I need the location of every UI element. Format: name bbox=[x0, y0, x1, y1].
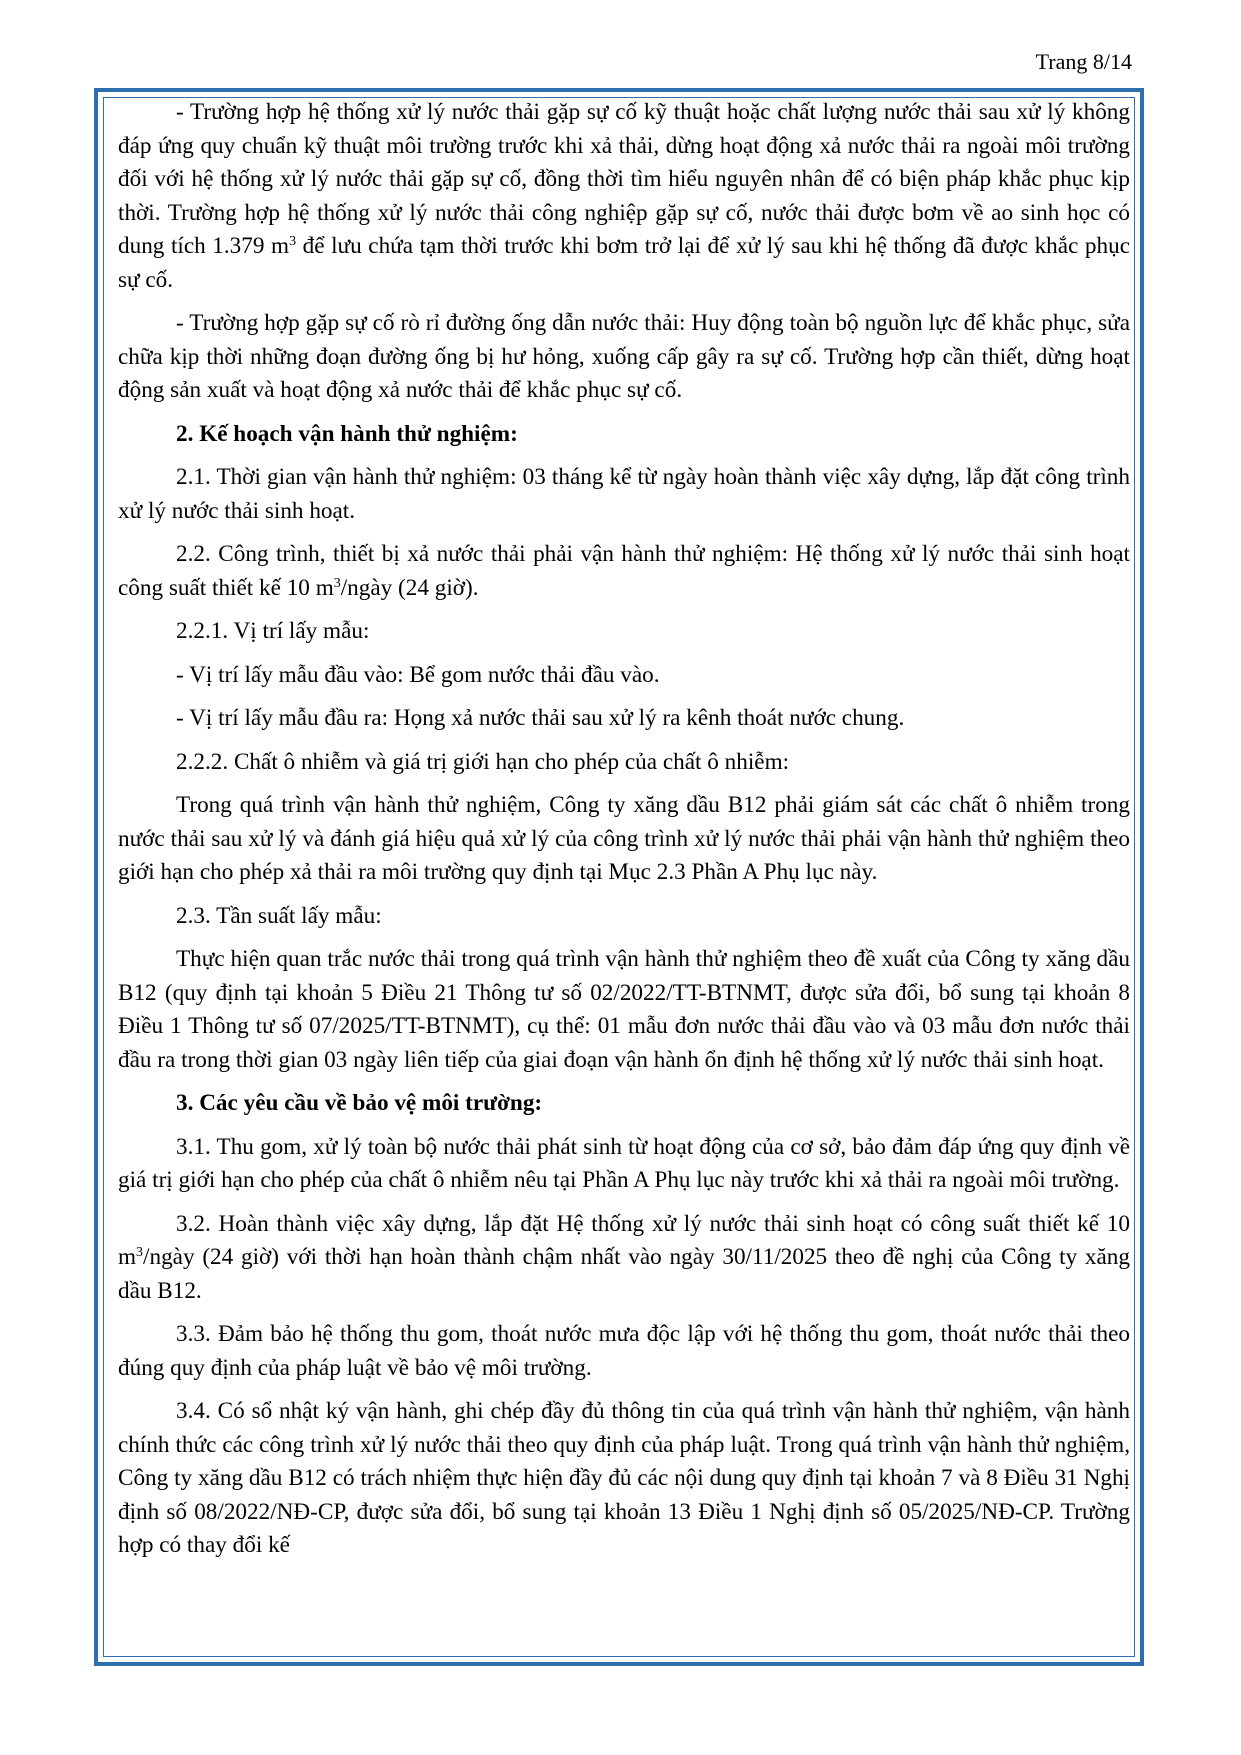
page-number: Trang 8/14 bbox=[1035, 49, 1132, 74]
section-heading-env-requirements: 3. Các yêu cầu về bảo vệ môi trường: bbox=[176, 1090, 543, 1116]
paragraph-3-1: 3.1. Thu gom, xử lý toàn bộ nước thải phát sinh từ hoạt động của cơ sở, bảo đảm đáp ứng quy định về giá trị giới hạn cho phép của chất ô nhiễm nêu tại Phần A Phụ lục này trước khi xả thải ra ngoài môi trường. bbox=[118, 1133, 1130, 1193]
paragraph-frequency: Thực hiện quan trắc nước thải trong quá trình vận hành thử nghiệm theo đề xuất của Công ty xăng dầu B12 (quy định tại khoản 5 Điều 21 Thông tư số 02/2022/TT-BTNMT, được sửa đổi, bổ sung tại khoản 8 Điều 1 Thông tư số 07/2025/TT-BTNMT), cụ thể: 01 mẫu đơn nước thải đầu vào và 03 mẫu đơn nước thải đầu ra trong thời gian 03 ngày liên tiếp của giai đoạn vận hành ổn định hệ thống xử lý nước thải sinh hoạt. bbox=[118, 946, 1130, 1073]
paragraph-pipe-leak: - Trường hợp gặp sự cố rò rỉ đường ống dẫn nước thải: Huy động toàn bộ nguồn lực để khắc phục, sửa chữa kịp thời những đoạn đường ống bị hư hỏng, xuống cấp gây ra sự cố. Trường hợp cần thiết, dừng hoạt động sản xuất và hoạt động xả nước thải để khắc phục sự cố. bbox=[118, 310, 1130, 403]
paragraph-sample-input: - Vị trí lấy mẫu đầu vào: Bể gom nước thải đầu vào. bbox=[176, 661, 660, 688]
paragraph-3-4: 3.4. Có sổ nhật ký vận hành, ghi chép đầy đủ thông tin của quá trình vận hành thử nghiệm, vận hành chính thức các công trình xử lý nước thải theo quy định của pháp luật. Trong quá trình vận hành thử nghiệm, Công ty xăng dầu B12 có trách nhiệm thực hiện đầy đủ các nội dung quy định tại khoản 7 và 8 Điều 31 Nghị định số 08/2022/NĐ-CP, được sửa đổi, bổ sung tại khoản 13 Điều 1 Nghị định số 05/2025/NĐ-CP. Trường hợp có thay đổi kế bbox=[118, 1398, 1130, 1558]
paragraph-monitoring: Trong quá trình vận hành thử nghiệm, Công ty xăng dầu B12 phải giám sát các chất ô nhiễm trong nước thải sau xử lý và đánh giá hiệu quả xử lý của công trình xử lý nước thải phải vận hành thử nghiệm theo giới hạn cho phép xả thải ra môi trường quy định tại Mục 2.3 Phần A Phụ lục này. bbox=[118, 792, 1130, 885]
section-heading-trial-plan: 2. Kế hoạch vận hành thử nghiệm: bbox=[176, 420, 518, 447]
paragraph-sample-output: - Vị trí lấy mẫu đầu ra: Họng xả nước thải sau xử lý ra kênh thoát nước chung. bbox=[176, 705, 905, 731]
document-body bbox=[118, 96, 1130, 1573]
paragraph-2-2: 2.2. Công trình, thiết bị xả nước thải phải vận hành thử nghiệm: Hệ thống xử lý nước thải sinh hoạt công suất thiết kế 10 $m^3$/ngày (24 giờ). bbox=[118, 541, 1130, 601]
paragraph-3-3: 3.3. Đảm bảo hệ thống thu gom, thoát nước mưa độc lập với hệ thống thu gom, thoát nước thải theo đúng quy định của pháp luật về bảo vệ môi trường. bbox=[118, 1321, 1130, 1381]
paragraph-2-1: 2.1. Thời gian vận hành thử nghiệm: 03 tháng kể từ ngày hoàn thành việc xây dựng, lắp đặt công trình xử lý nước thải sinh hoạt. bbox=[118, 464, 1130, 524]
paragraph-2-2-2: 2.2.2. Chất ô nhiễm và giá trị giới hạn cho phép của chất ô nhiễm: bbox=[176, 748, 790, 775]
paragraph-2-3: 2.3. Tần suất lấy mẫu: bbox=[176, 902, 382, 929]
paragraph-2-2-1: 2.2.1. Vị trí lấy mẫu: bbox=[176, 618, 370, 644]
paragraph-3-2: 3.2. Hoàn thành việc xây dựng, lắp đặt Hệ thống xử lý nước thải sinh hoạt có công suất thiết kế 10 $m^3$/ngày (24 giờ) với thời hạn hoàn thành chậm nhất vào ngày 30/11/2025 theo đề nghị của Công ty xăng dầu B12. bbox=[118, 1210, 1130, 1304]
paragraph-incident-treatment: - Trường hợp hệ thống xử lý nước thải gặp sự cố kỹ thuật hoặc chất lượng nước thải sau xử lý không đáp ứng quy chuẩn kỹ thuật môi trường trước khi xả thải, dừng hoạt động xả nước thải ra ngoài môi trường đối với hệ thống xử lý nước thải gặp sự cố, đồng thời tìm hiểu nguyên nhân để có biện pháp khắc phục kịp thời. Trường hợp hệ thống xử lý nước thải công nghiệp gặp sự cố, nước thải được bơm về ao sinh học có dung tích 1.379 $m^3$ để lưu chứa tạm thời trước khi bơm trở lại để xử lý sau khi hệ thống đã được khắc phục sự cố. bbox=[118, 99, 1131, 293]
